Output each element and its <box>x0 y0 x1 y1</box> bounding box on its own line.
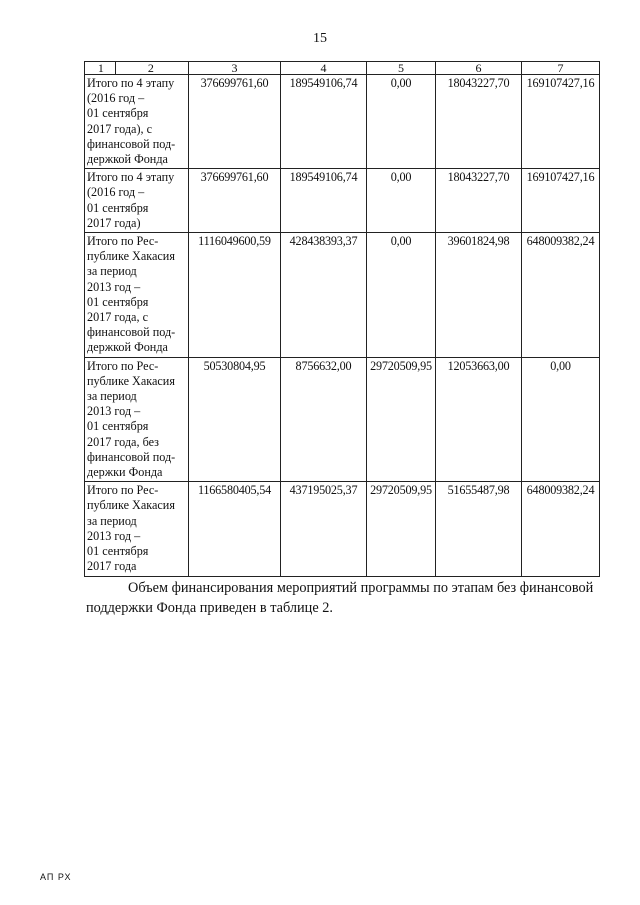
cell-col-6: 18043227,70 <box>436 75 522 169</box>
cell-col-7: 169107427,16 <box>522 169 600 233</box>
table-row <box>85 233 600 358</box>
cell-col-7: 648009382,24 <box>522 482 600 576</box>
cell-col-6: 39601824,98 <box>436 233 522 358</box>
financing-note-paragraph <box>86 578 598 618</box>
footer-code: АП РХ <box>40 872 72 882</box>
cell-col-3: 376699761,60 <box>189 169 281 233</box>
cell-col-7: 0,00 <box>522 357 600 482</box>
note-line-1: Объем финансирования мероприятий программы по этапам без финансовой <box>128 580 594 596</box>
row-label: Итого по 4 этапу (2016 год – 01 сентября 2017 года) <box>85 169 189 233</box>
table-row <box>85 357 600 482</box>
cell-col-7: 648009382,24 <box>522 233 600 358</box>
cell-col-3: 1166580405,54 <box>189 482 281 576</box>
header-col-4: 4 <box>281 62 367 75</box>
header-col-1: 1 <box>87 62 116 74</box>
table-row <box>85 482 600 576</box>
header-col-2: 2 <box>147 61 154 75</box>
cell-col-7: 169107427,16 <box>522 75 600 169</box>
cell-col-5: 0,00 <box>367 75 436 169</box>
page-number: 15 <box>313 31 327 46</box>
table-row <box>85 75 600 169</box>
cell-col-4: 437195025,37 <box>281 482 367 576</box>
cell-col-3: 50530804,95 <box>189 357 281 482</box>
cell-col-5: 29720509,95 <box>367 482 436 576</box>
cell-col-4: 189549106,74 <box>281 169 367 233</box>
financing-table <box>84 61 600 577</box>
cell-col-5: 29720509,95 <box>367 357 436 482</box>
cell-col-5: 0,00 <box>367 233 436 358</box>
cell-col-3: 1116049600,59 <box>189 233 281 358</box>
header-col-5: 5 <box>367 62 436 75</box>
cell-col-6: 51655487,98 <box>436 482 522 576</box>
cell-col-6: 18043227,70 <box>436 169 522 233</box>
row-label: Итого по 4 этапу (2016 год – 01 сентября 2017 года), с финансовой под- держкой Фонда <box>85 75 189 169</box>
row-label: Итого по Рес- публике Хакасия за период 2013 год – 01 сентября 2017 года, без финансовой под- держки Фонда <box>85 357 189 482</box>
cell-col-4: 428438393,37 <box>281 233 367 358</box>
note-line-2: поддержки Фонда приведен в таблице 2. <box>86 600 333 616</box>
header-col-6: 6 <box>436 62 522 75</box>
cell-col-3: 376699761,60 <box>189 75 281 169</box>
header-col-3: 3 <box>189 62 281 75</box>
header-cell-1-2 <box>85 62 189 75</box>
table-header-row <box>85 62 600 75</box>
cell-col-6: 12053663,00 <box>436 357 522 482</box>
row-label: Итого по Рес- публике Хакасия за период 2013 год – 01 сентября 2017 года <box>85 482 189 576</box>
cell-col-4: 189549106,74 <box>281 75 367 169</box>
cell-col-4: 8756632,00 <box>281 357 367 482</box>
table-row <box>85 169 600 233</box>
cell-col-5: 0,00 <box>367 169 436 233</box>
header-col-7: 7 <box>522 62 600 75</box>
row-label: Итого по Рес- публике Хакасия за период 2013 год – 01 сентября 2017 года, с финансовой под- держкой Фонда <box>85 233 189 358</box>
